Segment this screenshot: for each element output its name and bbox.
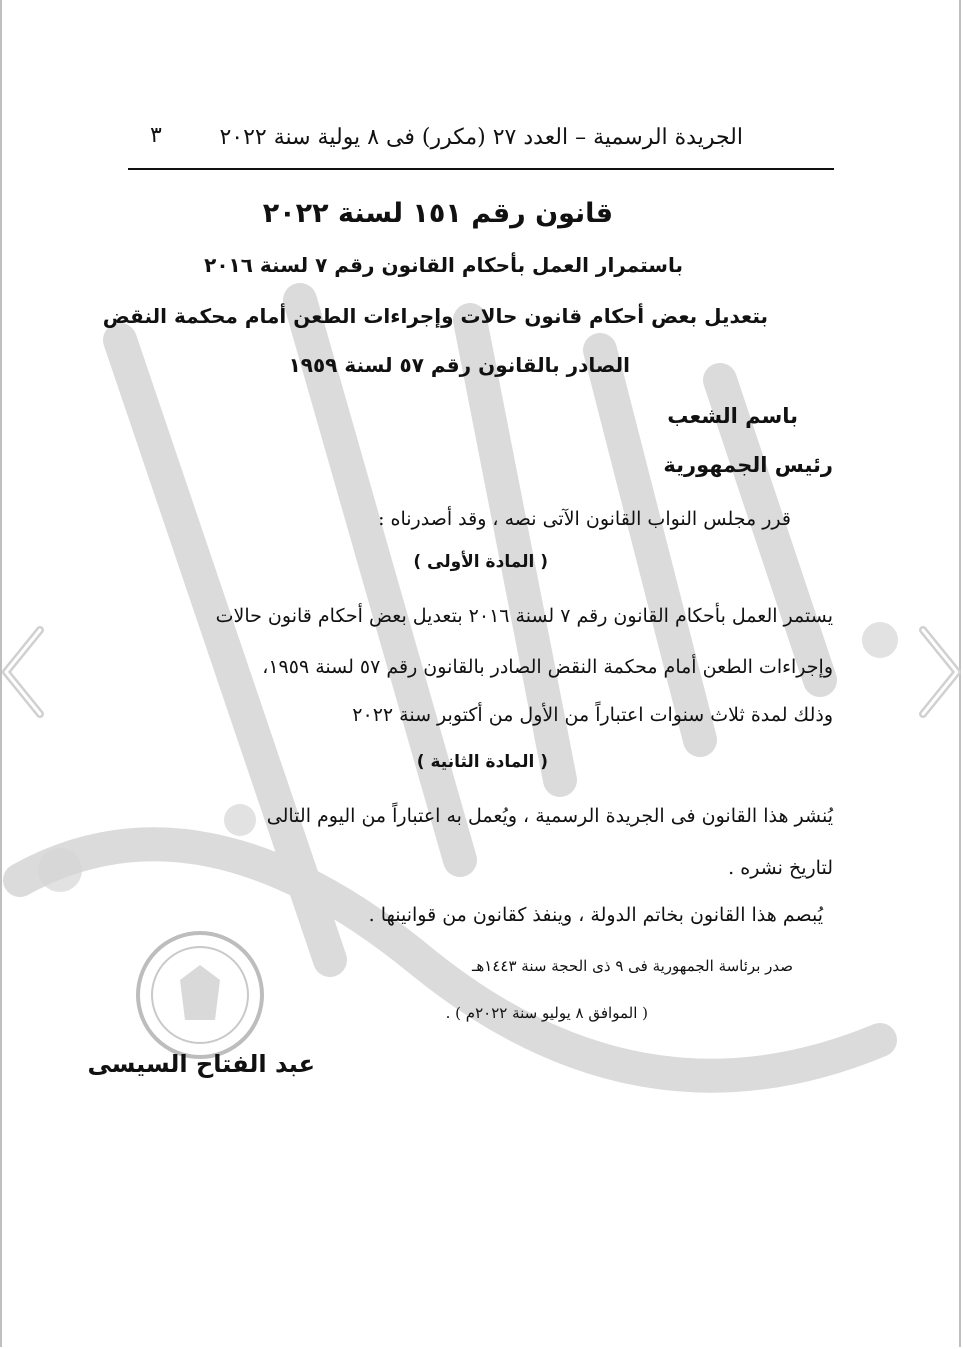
article-2-line-2: لتاريخ نشره .	[728, 857, 833, 879]
article-1-line-3: وذلك لمدة ثلاث سنوات اعتباراً من الأول من أكتوبر سنة ٢٠٢٢	[352, 704, 833, 726]
law-subtitle-2: بتعديل بعض أحكام قانون حالات وإجراءات الطعن أمام محكمة النقض	[102, 304, 768, 328]
president-heading: رئيس الجمهورية	[663, 453, 833, 477]
article-1-line-1: يستمر العمل بأحكام القانون رقم ٧ لسنة ٢٠١٦ بتعديل بعض أحكام قانون حالات	[215, 605, 833, 627]
president-signature: عبد الفتاح السيسى	[87, 1050, 315, 1078]
page-number: ٣	[150, 123, 162, 148]
previous-page-arrow-icon[interactable]	[0, 622, 48, 722]
issued-date: صدر برئاسة الجمهورية فى ٩ ذى الحجة سنة ١٤٤٣هـ	[471, 957, 793, 975]
state-seal-line: يُبصم هذا القانون بخاتم الدولة ، وينفذ كقانون من قوانينها .	[368, 904, 823, 926]
corresponding-date: ( الموافق ٨ يوليو سنة ٢٠٢٢م ) .	[445, 1004, 648, 1022]
next-page-arrow-icon[interactable]	[915, 622, 963, 722]
header-divider	[128, 168, 834, 170]
article-2-line-1: يُنشر هذا القانون فى الجريدة الرسمية ، ويُعمل به اعتباراً من اليوم التالى	[266, 805, 833, 827]
article-1-line-2: وإجراءات الطعن أمام محكمة النقض الصادر بالقانون رقم ٥٧ لسنة ١٩٥٩،	[262, 656, 833, 678]
in-the-name-of-people: باسم الشعب	[667, 404, 798, 428]
gazette-header: الجريدة الرسمية – العدد ٢٧ (مكرر) فى ٨ يولية سنة ٢٠٢٢	[219, 125, 743, 150]
law-subtitle-3: الصادر بالقانون رقم ٥٧ لسنة ١٩٥٩	[288, 353, 630, 377]
article-1-heading: ( المادة الأولى )	[413, 552, 548, 572]
law-subtitle-1: باستمرار العمل بأحكام القانون رقم ٧ لسنة ٢٠١٦	[204, 253, 683, 277]
article-2-heading: ( المادة الثانية )	[416, 752, 548, 772]
state-seal-icon	[130, 925, 270, 1065]
preamble-intro: قرر مجلس النواب القانون الآتى نصه ، وقد أصدرناه :	[378, 508, 791, 530]
law-title: قانون رقم ١٥١ لسنة ٢٠٢٢	[262, 198, 613, 229]
